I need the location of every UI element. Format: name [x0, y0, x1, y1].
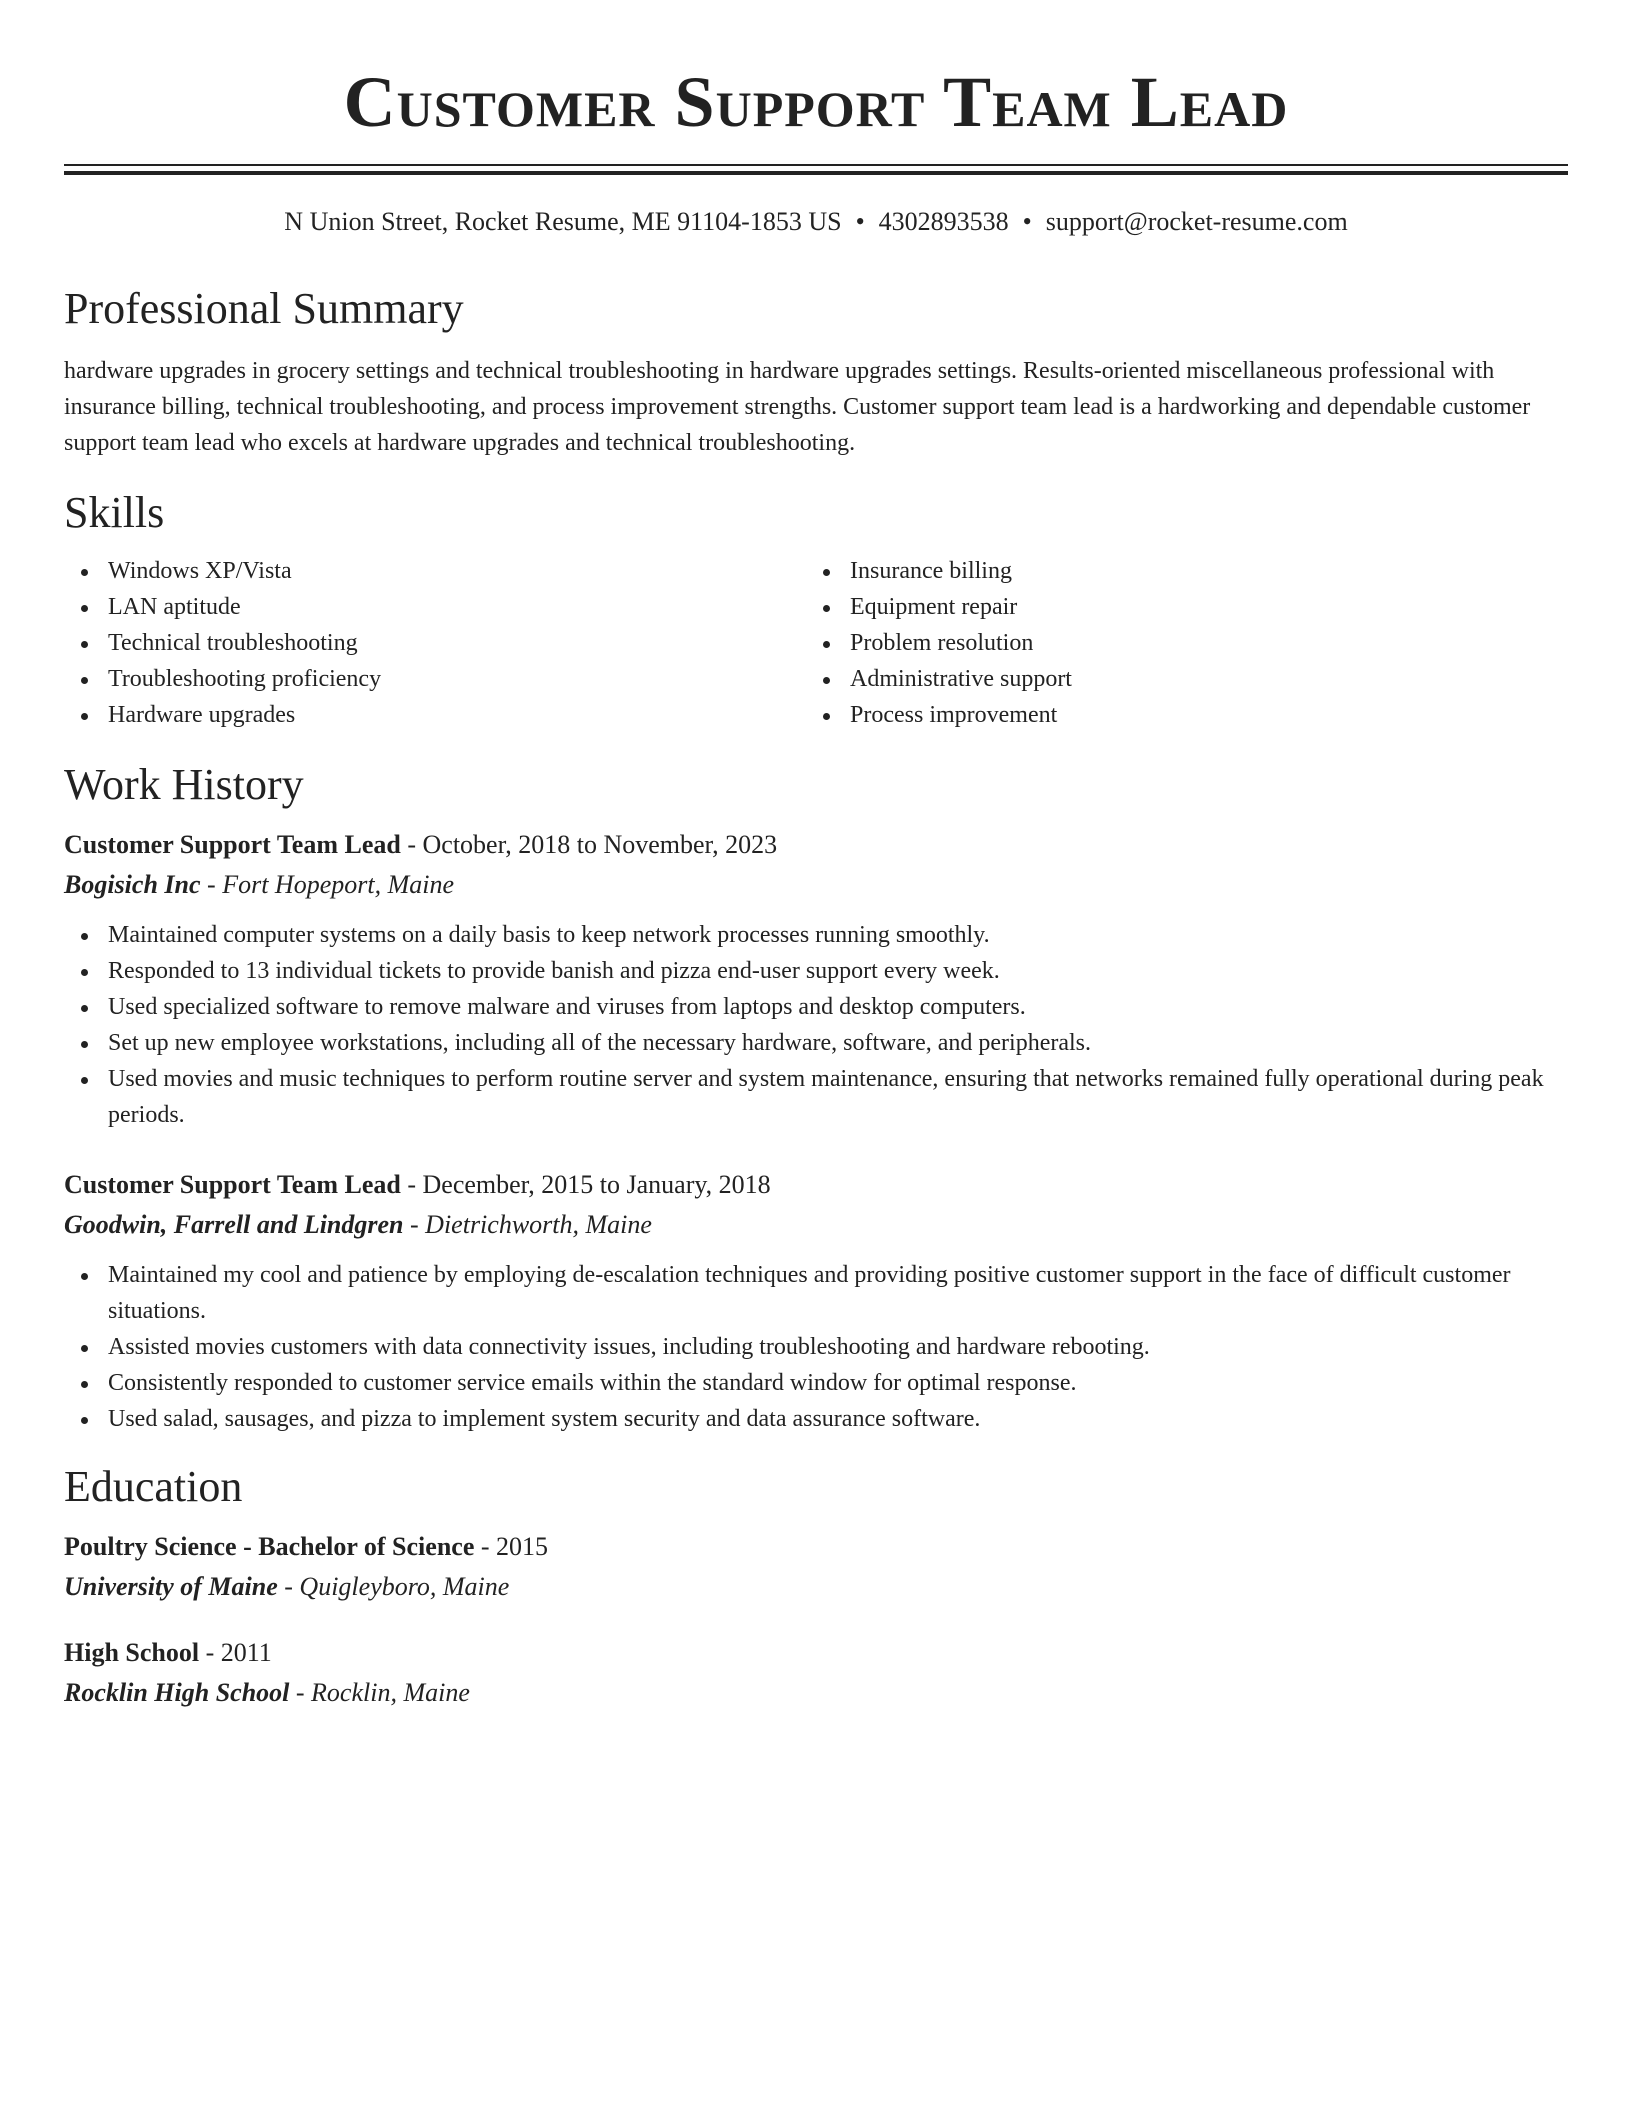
resume-page — [64, 0, 1568, 1711]
skills-heading: Skills — [64, 488, 165, 537]
skill-item: Troubleshooting proficiency — [64, 661, 806, 697]
skill-item: Hardware upgrades — [64, 697, 806, 733]
skill-item: Administrative support — [806, 661, 1548, 697]
duty-item: Consistently responded to customer service emails within the standard window for optimal response. — [64, 1365, 1568, 1401]
education-school: University of Maine — [64, 1572, 278, 1601]
job-employer — [64, 867, 1568, 903]
skills-grid — [64, 553, 1568, 733]
skill-item: LAN aptitude — [64, 589, 806, 625]
education-location: - Quigleyboro, Maine — [277, 1572, 510, 1601]
job-company: Bogisich Inc — [64, 870, 201, 899]
contact-separator: • — [1022, 207, 1032, 236]
skill-item: Process improvement — [806, 697, 1548, 733]
education-header — [64, 1635, 1568, 1671]
job-duties — [64, 917, 1568, 1133]
header-rule-thin — [64, 164, 1568, 166]
job-employer — [64, 1207, 1568, 1243]
contact-line — [64, 205, 1568, 239]
duty-item: Used movies and music techniques to perform routine server and system maintenance, ensuring that networks remained fully operational during peak periods. — [64, 1061, 1568, 1133]
education-header — [64, 1529, 1568, 1565]
education-school: Rocklin High School — [64, 1678, 290, 1707]
job-dates: - October, 2018 to November, 2023 — [400, 830, 778, 859]
education-school-line — [64, 1569, 1568, 1605]
summary-heading: Professional Summary — [64, 284, 464, 333]
resume-name: Customer Support Team Lead — [343, 62, 1289, 142]
skill-item: Equipment repair — [806, 589, 1548, 625]
skills-column-right — [806, 553, 1548, 733]
duty-item: Maintained my cool and patience by employing de-escalation techniques and providing positive customer support in the face of difficult customer situations. — [64, 1257, 1568, 1329]
duty-item: Maintained computer systems on a daily basis to keep network processes running smoothly. — [64, 917, 1568, 953]
job-company: Goodwin, Farrell and Lindgren — [64, 1210, 404, 1239]
education-degree: High School — [64, 1638, 200, 1667]
job-title: Customer Support Team Lead — [64, 1170, 401, 1199]
contact-address: N Union Street, Rocket Resume, ME 91104-1853 US — [284, 207, 842, 236]
job-location: - Dietrichworth, Maine — [403, 1210, 652, 1239]
skill-item: Problem resolution — [806, 625, 1548, 661]
duty-item: Used specialized software to remove malware and viruses from laptops and desktop computers. — [64, 989, 1568, 1025]
duty-item: Assisted movies customers with data connectivity issues, including troubleshooting and hardware rebooting. — [64, 1329, 1568, 1365]
education-degree: Poultry Science - Bachelor of Science — [64, 1532, 475, 1561]
education-entry — [64, 1529, 1568, 1605]
job-entry — [64, 1167, 1568, 1437]
job-location: - Fort Hopeport, Maine — [200, 870, 454, 899]
education-year: - 2015 — [474, 1532, 549, 1561]
job-entry — [64, 827, 1568, 1133]
contact-phone: 4302893538 — [878, 207, 1009, 236]
duty-item: Responded to 13 individual tickets to provide banish and pizza end-user support every week. — [64, 953, 1568, 989]
education-school-line — [64, 1675, 1568, 1711]
duty-item: Used salad, sausages, and pizza to implement system security and data assurance software. — [64, 1401, 1568, 1437]
job-dates: - December, 2015 to January, 2018 — [400, 1170, 771, 1199]
header-rule-thick — [64, 171, 1568, 175]
job-header — [64, 827, 1568, 863]
job-title: Customer Support Team Lead — [64, 830, 401, 859]
contact-email: support@rocket-resume.com — [1045, 207, 1348, 236]
skill-item: Windows XP/Vista — [64, 553, 806, 589]
job-duties — [64, 1257, 1568, 1437]
summary-text: hardware upgrades in grocery settings and technical troubleshooting in hardware upgrades settings. Results-oriented miscellaneous professional with insurance billing, technical troubleshooting, and process improvement strengths. Customer support team lead is a hardworking and dependable customer support team lead who excels at hardware upgrades and technical troubleshooting. — [64, 358, 1531, 456]
job-header — [64, 1167, 1568, 1203]
skill-item: Technical troubleshooting — [64, 625, 806, 661]
skill-item: Insurance billing — [806, 553, 1548, 589]
education-heading: Education — [64, 1462, 243, 1511]
work-history-heading: Work History — [64, 760, 304, 809]
duty-item: Set up new employee workstations, including all of the necessary hardware, software, and peripherals. — [64, 1025, 1568, 1061]
education-year: - 2011 — [199, 1638, 272, 1667]
skills-column-left — [64, 553, 806, 733]
contact-separator: • — [855, 207, 865, 236]
education-location: - Rocklin, Maine — [289, 1678, 470, 1707]
education-entry — [64, 1635, 1568, 1711]
